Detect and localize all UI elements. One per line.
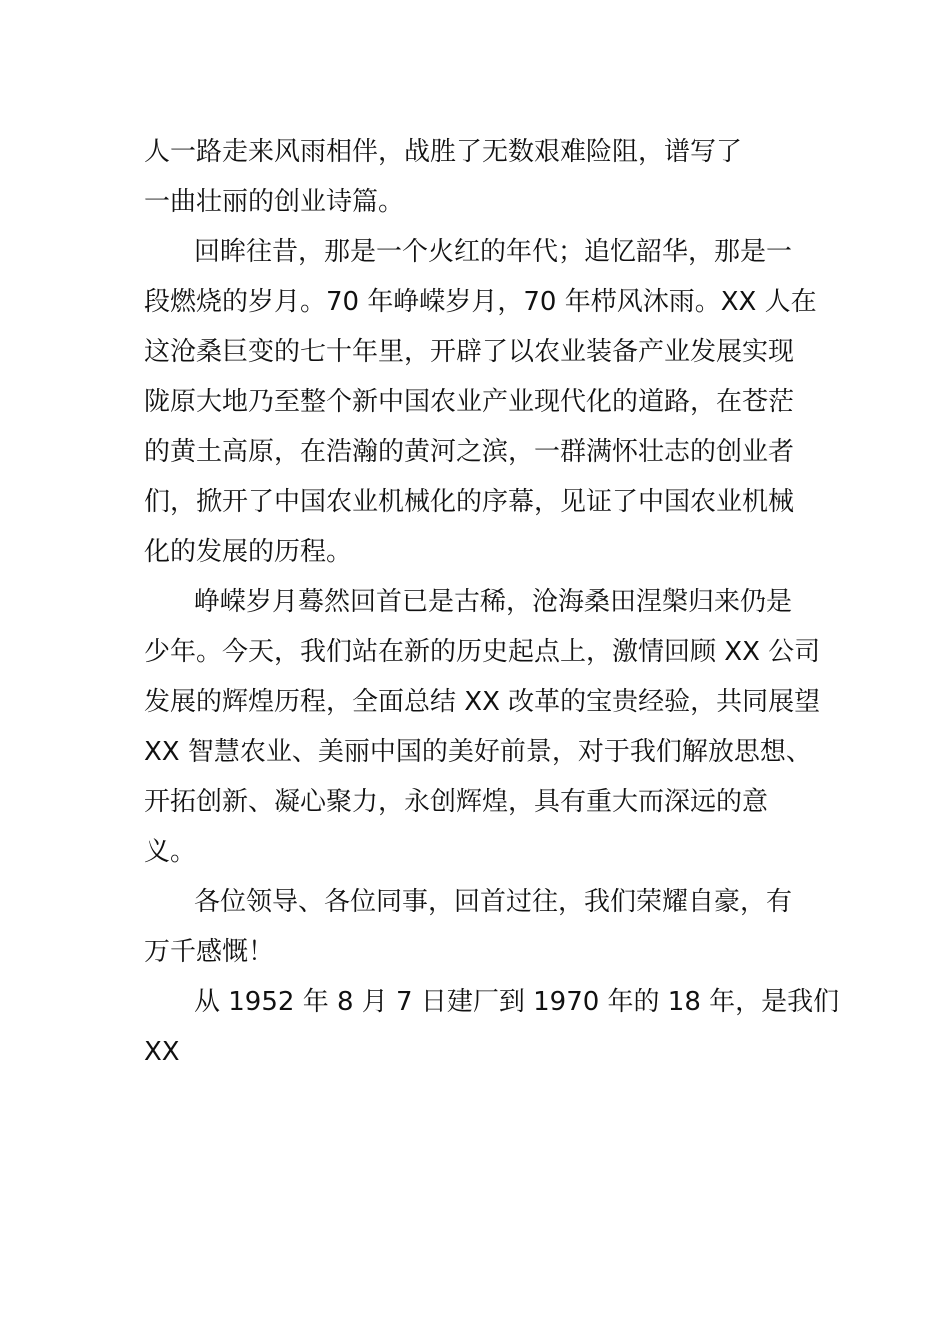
text-line: 少年。今天，我们站在新的历史起点上，激情回顾 XX 公司 [144, 637, 821, 667]
text-line: 人一路走来风雨相伴，战胜了无数艰难险阻，谱写了 [144, 137, 743, 167]
text-line: 回眸往昔，那是一个火红的年代；追忆韶华，那是一 [194, 237, 793, 267]
text-line: XX [144, 1037, 180, 1067]
text-line: 开拓创新、凝心聚力，永创辉煌，具有重大而深远的意 [144, 787, 769, 817]
text-line: 陇原大地乃至整个新中国农业产业现代化的道路，在苍茫 [144, 387, 795, 417]
text-line: 们，掀开了中国农业机械化的序幕，见证了中国农业机械 [144, 487, 795, 517]
text-line: 万千感慨！ [144, 937, 275, 967]
text-line: 化的发展的历程。 [144, 537, 353, 567]
text-line: 的黄土高原，在浩瀚的黄河之滨，一群满怀壮志的创业者 [144, 437, 795, 467]
text-line: 一曲壮丽的创业诗篇。 [144, 187, 405, 217]
text-line: 义。 [144, 837, 197, 867]
text-line: 这沧桑巨变的七十年里，开辟了以农业装备产业发展实现 [144, 337, 795, 367]
text-line: 各位领导、各位同事，回首过往，我们荣耀自豪，有 [194, 887, 793, 917]
text-line: XX 智慧农业、美丽中国的美好前景，对于我们解放思想、 [144, 737, 812, 767]
text-line: 从 1952 年 8 月 7 日建厂到 1970 年的 18 年，是我们 [194, 987, 840, 1017]
text-line: 段燃烧的岁月。70 年峥嵘岁月，70 年栉风沐雨。XX 人在 [144, 287, 817, 317]
text-line: 发展的辉煌历程，全面总结 XX 改革的宝贵经验，共同展望 [144, 687, 821, 717]
text-line: 峥嵘岁月蓦然回首已是古稀，沧海桑田涅槃归来仍是 [194, 587, 793, 617]
